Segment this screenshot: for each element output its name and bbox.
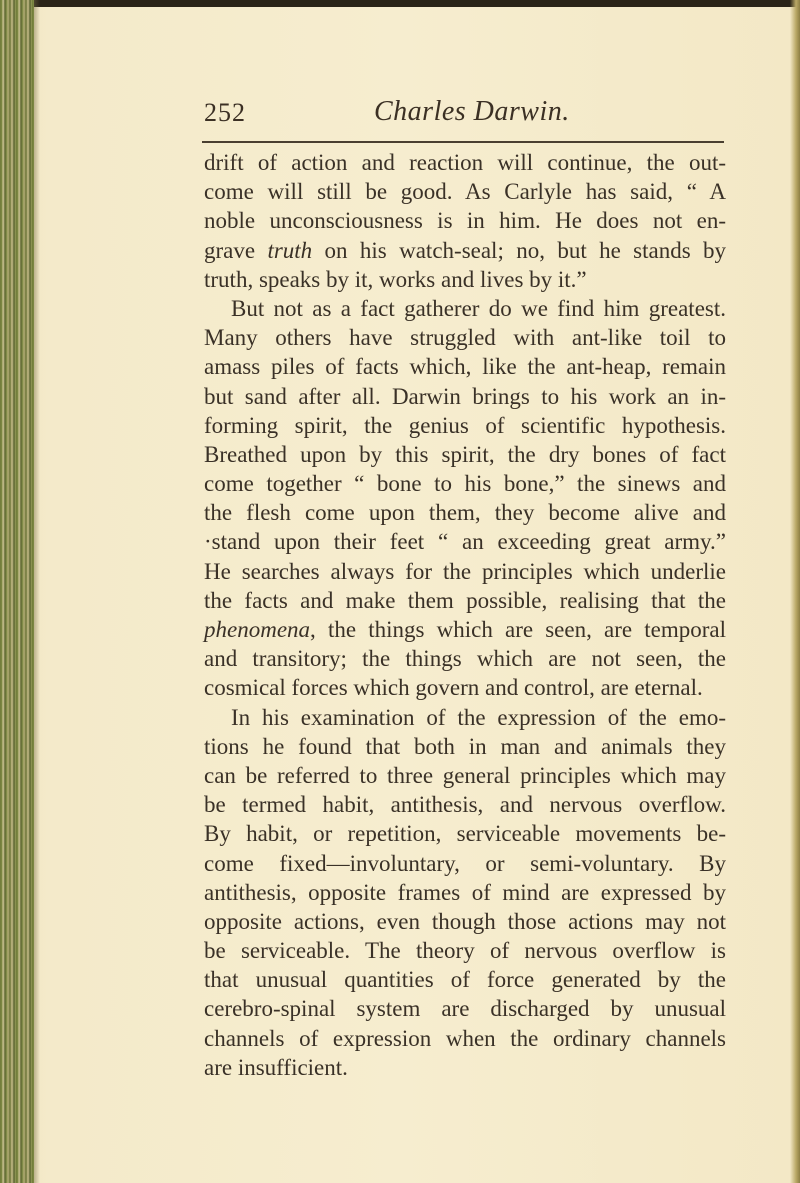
text-line: In his examination of the expression of the emo- [231,704,726,730]
text-line: ·stand upon their feet “ an exceeding great army.” [204,529,726,555]
page-top-edge [30,0,800,7]
text-line: are insufficient. [204,1054,348,1080]
text-line: be serviceable. The theory of nervous overflow is [204,938,726,964]
text-line [204,236,726,265]
text-line [204,615,726,644]
body-text [204,148,726,1082]
text-line: amass piles of facts which, like the ant-heap, remain [204,354,726,380]
text-line: opposite actions, even though those actions may not [204,908,726,934]
text-line: can be referred to three general principles which may [204,762,726,788]
page-right-edge [790,0,800,1183]
running-title: Charles Darwin. [374,96,570,127]
text-line: Many others have struggled with ant-like toil to [204,325,726,351]
book-binding [0,0,34,1183]
text-line: drift of action and reaction will continue, the out- [204,150,726,175]
text-line: come fixed—involuntary, or semi-voluntary. By [204,850,726,876]
text-line: that unusual quantities of force generated by the [204,967,726,993]
text-line: but sand after all. Darwin brings to his work an in- [204,383,726,409]
text-segment: grave [204,237,268,263]
text-line: But not as a fact gatherer do we find him greatest. [231,295,726,321]
text-segment: on his watch-seal; no, but he stands by [312,237,727,263]
text-line: cerebro-spinal system are discharged by unusual [204,996,726,1022]
text-line: be termed habit, antithesis, and nervous overflow. [204,792,726,818]
text-line: Breathed upon by this spirit, the dry bones of fact [204,441,726,467]
text-line: He searches always for the principles which underlie [204,558,726,584]
text-line: and transitory; the things which are not seen, the [204,646,726,672]
page-number: 252 [204,98,246,127]
running-head [204,98,724,138]
italic-word: truth [267,237,313,263]
text-line: By habit, or repetition, serviceable movements be- [204,821,726,847]
text-line: noble unconsciousness is in him. He does not en- [204,208,726,234]
text-line: the facts and make them possible, realising that the [204,587,726,613]
text-line: the flesh come upon them, they become alive and [204,500,726,526]
text-line: come together “ bone to his bone,” the sinews and [204,471,726,497]
header-rule [202,141,724,143]
text-line: cosmical forces which govern and control, are eternal. [204,675,703,701]
text-line: forming spirit, the genius of scientific hypothesis. [204,412,726,438]
text-line: truth, speaks by it, works and lives by it.” [204,266,587,292]
text-line: antithesis, opposite frames of mind are expressed by [204,879,726,905]
text-line: come will still be good. As Carlyle has said, “ A [204,179,726,205]
italic-word: phenomena [204,617,311,642]
text-line: channels of expression when the ordinary channels [204,1025,726,1051]
text-segment: , the things which are seen, are temporal [310,617,726,642]
text-line: tions he found that both in man and animals they [204,733,726,759]
